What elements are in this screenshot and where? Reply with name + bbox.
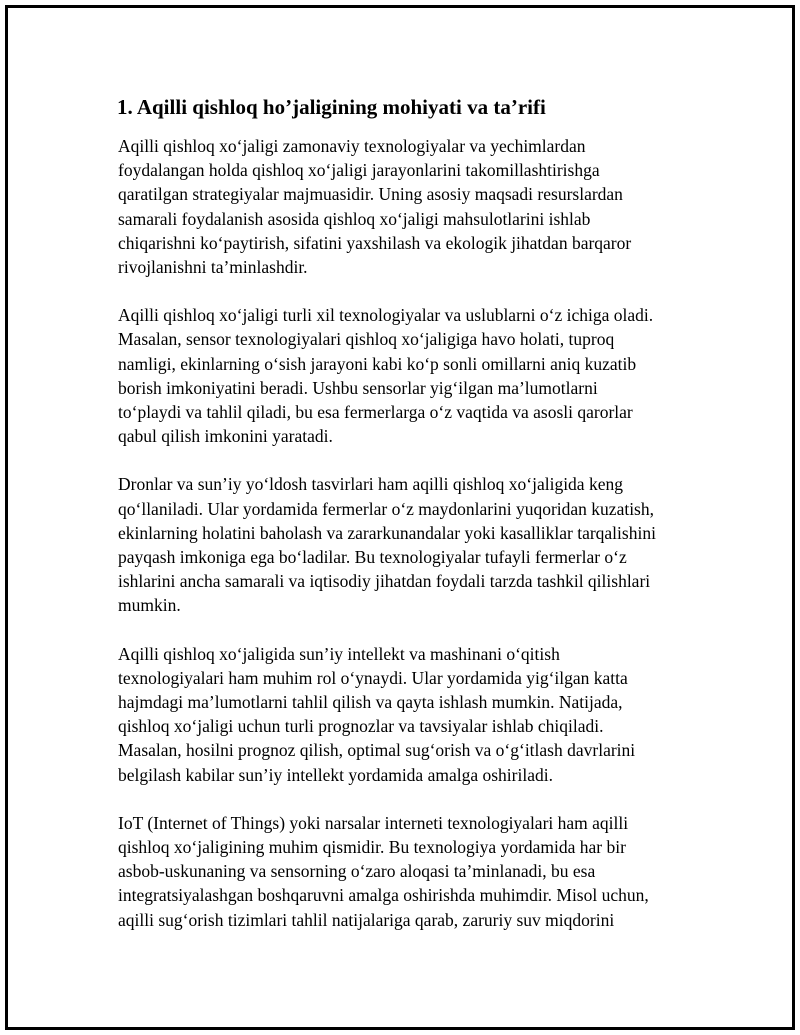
text-line: qaratilgan strategiyalar majmuasidir. Uning asosiy maqsadi resurslardan <box>118 184 623 205</box>
text-line: to‘playdi va tahlil qiladi, bu esa fermerlarga o‘z vaqtida va asosli qarorlar <box>118 402 633 423</box>
text-line: ekinlarning holatini baholash va zararkunandalar yoki kasalliklar tarqalishini <box>118 522 656 543</box>
text-line: hajmdagi ma’lumotlarni tahlil qilish va qayta ishlash mumkin. Natijada, <box>118 692 623 713</box>
text-line: aqilli sug‘orish tizimlari tahlil natijalariga qarab, zaruriy suv miqdorini <box>118 909 615 930</box>
text-line: namligi, ekinlarning o‘sish jarayoni kabi ko‘p sonli omillarni aniq kuzatib <box>118 353 637 374</box>
text-line: qishloq xo‘jaligi uchun turli prognozlar va tavsiyalar ishlab chiqiladi. <box>118 716 604 737</box>
text-line: Masalan, hosilni prognoz qilish, optimal sug‘orish va o‘g‘itlash davrlarini <box>118 740 636 761</box>
paragraph <box>118 303 712 448</box>
paragraph <box>118 811 712 932</box>
text-line: borish imkoniyatini beradi. Ushbu sensorlar yig‘ilgan ma’lumotlarni <box>118 377 598 398</box>
text-line: qabul qilish imkonini yaratadi. <box>118 426 333 447</box>
text-line: Aqilli qishloq xo‘jaligi zamonaviy texnologiyalar va yechimlardan <box>118 136 586 156</box>
text-line: payqash imkoniga ega bo‘ladilar. Bu texnologiyalar tufayli fermerlar o‘z <box>118 547 627 568</box>
paragraph <box>118 642 712 787</box>
text-line: foydalangan holda qishloq xo‘jaligi jarayonlarini takomillashtirishga <box>118 160 600 181</box>
text-line: mumkin. <box>118 595 181 616</box>
text-line: Aqilli qishloq xo‘jaligida sun’iy intellekt va mashinani o‘qitish <box>118 643 560 664</box>
text-line: ishlarini ancha samarali va iqtisodiy jihatdan foydali tarzda tashkil qilishlari <box>118 571 651 592</box>
text-line: belgilash kabilar sun’iy intellekt yordamida amalga oshiriladi. <box>118 764 553 785</box>
text-line: rivojlanishni ta’minlashdir. <box>118 257 308 278</box>
document-body <box>112 94 712 956</box>
text-line: texnologiyalari ham muhim rol o‘ynaydi. Ular yordamida yig‘ilgan katta <box>118 667 628 688</box>
text-line: qishloq xo‘jaligining muhim qismidir. Bu texnologiya yordamida har bir <box>118 837 626 858</box>
text-line: Dronlar va sun’iy yo‘ldosh tasvirlari ham aqilli qishloq xo‘jaligida keng <box>118 474 623 495</box>
text-line: Aqilli qishloq xo‘jaligi turli xil texnologiyalar va uslublarni o‘z ichiga oladi. <box>118 305 654 326</box>
text-line: chiqarishni ko‘paytirish, sifatini yaxshilash va ekologik jihatdan barqaror <box>118 232 632 253</box>
text-line: samarali foydalanish asosida qishloq xo‘jaligi mahsulotlarini ishlab <box>118 208 591 229</box>
text-line: IoT (Internet of Things) yoki narsalar interneti texnologiyalari ham aqilli <box>118 812 629 833</box>
text-line: asbob-uskunaning va sensorning o‘zaro aloqasi ta’minlanadi, bu esa <box>118 861 596 882</box>
text-line: Masalan, sensor texnologiyalari qishloq xo‘jaligiga havo holati, tuproq <box>118 329 615 350</box>
document-title: 1. Aqilli qishloq ho’jaligining mohiyati va ta’rifi <box>117 95 546 119</box>
paragraph <box>118 472 712 617</box>
text-line: qo‘llaniladi. Ular yordamida fermerlar o‘z maydonlarini yuqoridan kuzatish, <box>118 498 654 519</box>
paragraph <box>118 134 712 279</box>
text-line: integratsiyalashgan boshqaruvni amalga oshirishda muhimdir. Misol uchun, <box>118 885 649 906</box>
